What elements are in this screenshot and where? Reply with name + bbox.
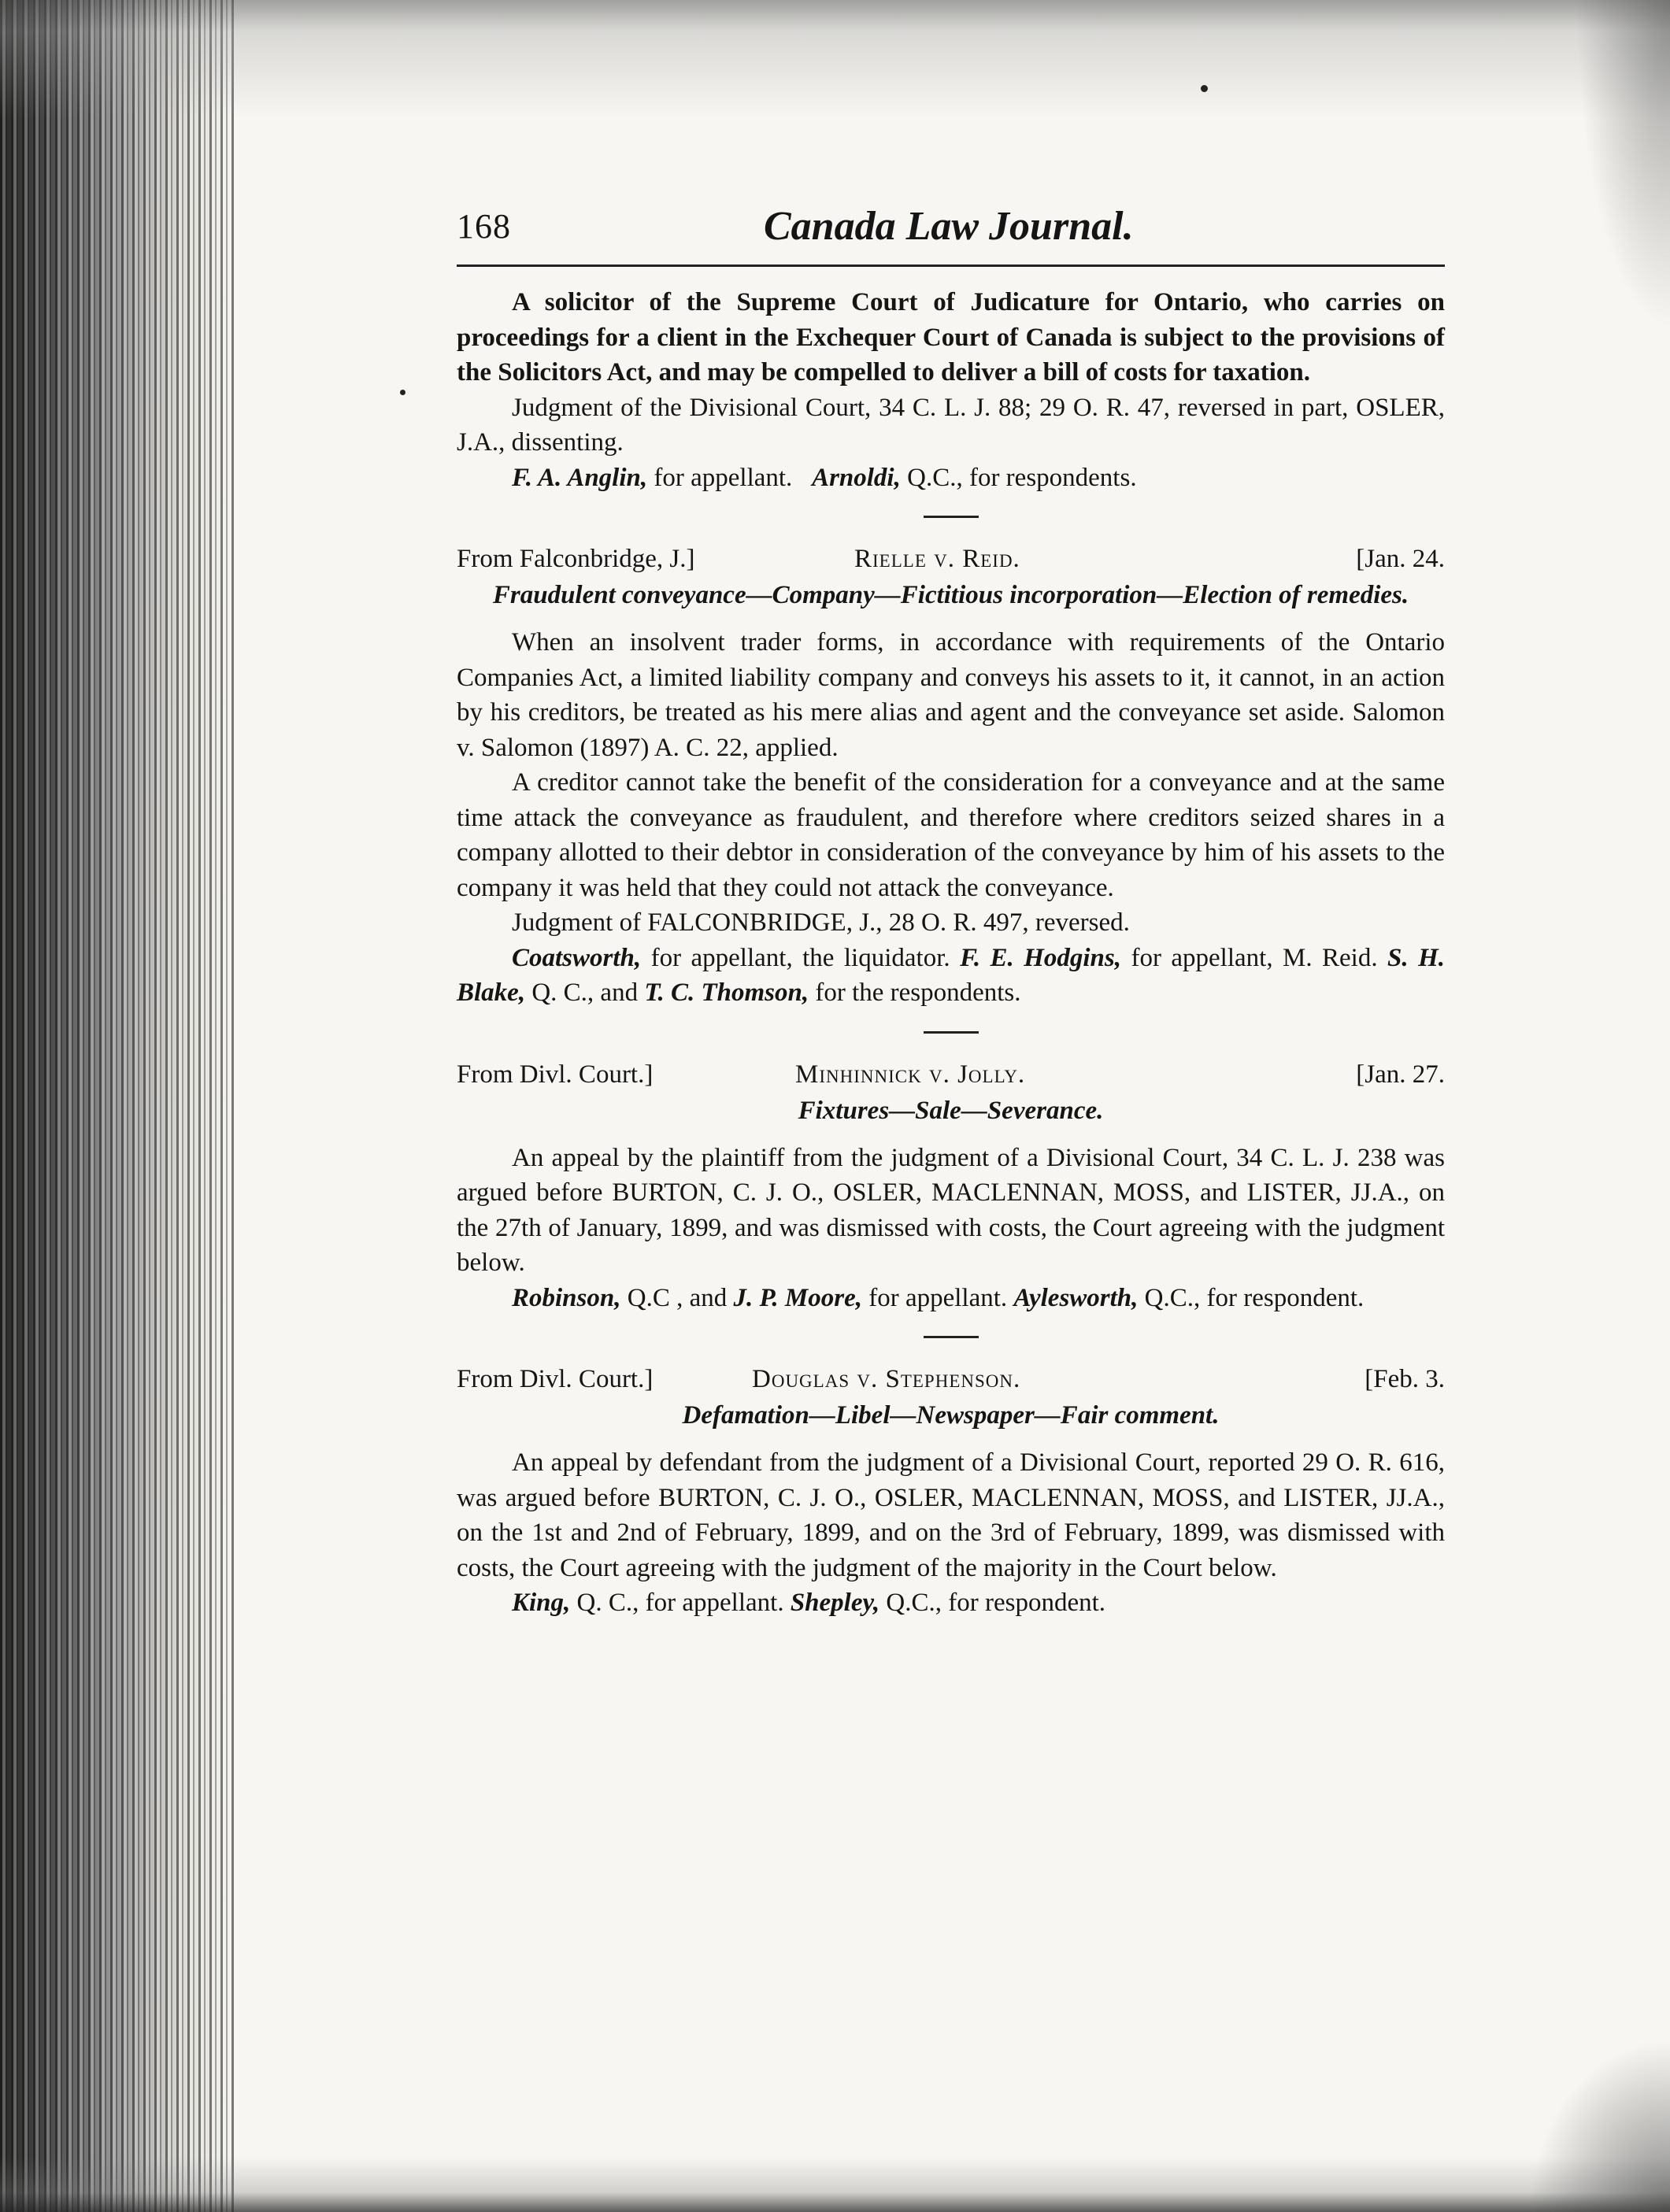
paragraph: A creditor cannot take the benefit of the consideration for a conveyance and at the same time attack the conveyance as fraudulent, and therefore where creditors seized shares in a company allotted to their debtor in consideration of the conveyance by him of his assets to the company it was held that they could not attack the conveyance. — [457, 768, 1445, 902]
case-origin: From Falconbridge, J.] — [457, 545, 695, 573]
headnote: A solicitor of the Supreme Court of Judicature for Ontario, who carries on proceedings for a client in the Exchequer Court of Canada is subject to the provisions of the Solicitors Act, and may be compelled to deliver a bill of costs for taxation. — [457, 288, 1445, 387]
case-date: [Jan. 27. — [1356, 1060, 1445, 1089]
counsel-name: F. A. Anglin, — [512, 463, 648, 492]
counsel-name: Robinson, — [512, 1283, 621, 1312]
counsel-role: Q.C., for respondent. — [879, 1589, 1106, 1617]
section-separator — [924, 516, 979, 518]
scan-top-edge — [0, 0, 1670, 118]
counsel-role: Q.C , and — [620, 1283, 734, 1312]
case-title: Douglas v. Stephenson. — [752, 1365, 1021, 1393]
counsel-name: Aylesworth, — [1013, 1283, 1139, 1312]
case-douglas-v-stephenson — [457, 1362, 1445, 1621]
case-minhinnick-v-jolly — [457, 1057, 1445, 1316]
section-separator — [924, 1336, 979, 1338]
paragraph: An appeal by defendant from the judgment of a Divisional Court, reported 29 O. R. 616, was argued before BURTON, C. J. O., OSLER, MACLENNAN, MOSS, and LISTER, JJ.A., on the 1st and 2nd of February, 1899, and on the 3rd of February, 1899, was dismissed with costs, the Court agreeing with the judgment of the majority in the Court below. — [457, 1448, 1445, 1582]
counsel-role: for the respondents. — [809, 978, 1021, 1007]
counsel-role: for appellant, M. Reid. — [1121, 943, 1388, 972]
page-header — [457, 197, 1445, 268]
case-solicitor — [457, 285, 1445, 495]
catchwords: Fraudulent conveyance—Company—Fictitious incorporation—Election of remedies. — [492, 581, 1409, 609]
counsel-name: J. P. Moore, — [733, 1283, 862, 1312]
counsel-name: Coatsworth, — [512, 943, 642, 972]
case-origin: From Divl. Court.] — [457, 1060, 654, 1089]
counsel-role: Q.C., for respondent. — [1138, 1283, 1365, 1312]
case-date: [Feb. 3. — [1365, 1365, 1445, 1393]
scan-speck — [400, 390, 405, 395]
page-number: 168 — [457, 207, 511, 246]
counsel-line — [457, 461, 1445, 496]
counsel-name: Shepley, — [790, 1589, 880, 1617]
paragraph: When an insolvent trader forms, in accordance with requirements of the Ontario Companies Act, a limited liability company and conveys his assets to it, it cannot, in an action by his creditors, be treated as his mere alias and agent and the conveyance set aside. Salomon v. Salomon (1897) A. C. 22, applied. — [457, 628, 1445, 762]
counsel-role: for appellant. — [861, 1283, 1014, 1312]
case-heading — [457, 542, 1445, 578]
judgment-line: Judgment of the Divisional Court, 34 C. L. J. 88; 29 O. R. 47, reversed in part, OSLER, J.A., dissenting. — [457, 393, 1445, 457]
case-title: Minhinnick v. Jolly. — [795, 1060, 1026, 1089]
counsel-role: Q. C., and — [525, 978, 645, 1007]
catchwords: Fixtures—Sale—Severance. — [798, 1096, 1104, 1125]
counsel-line — [457, 1585, 1445, 1621]
counsel-role: Q. C., for appellant. — [570, 1589, 791, 1617]
case-date: [Jan. 24. — [1356, 545, 1445, 573]
scan-right-edge — [1576, 0, 1670, 331]
journal-title: Canada Law Journal. — [764, 204, 1134, 249]
judgment-line: Judgment of FALCONBRIDGE, J., 28 O. R. 497, reversed. — [512, 908, 1130, 937]
scan-speck — [1201, 85, 1208, 92]
case-origin: From Divl. Court.] — [457, 1365, 654, 1393]
counsel-name: T. C. Thomson, — [644, 978, 809, 1007]
case-heading — [457, 1057, 1445, 1093]
case-heading — [457, 1362, 1445, 1398]
case-rielle-v-reid — [457, 542, 1445, 1011]
section-separator — [924, 1031, 979, 1034]
catchwords: Defamation—Libel—Newspaper—Fair comment. — [682, 1401, 1220, 1430]
paragraph: An appeal by the plaintiff from the judgment of a Divisional Court, 34 C. L. J. 238 was argued before BURTON, C. J. O., OSLER, MACLENNAN, MOSS, and LISTER, JJ.A., on the 27th of January, 1899, and was dismissed with costs, the Court agreeing with the judgment below. — [457, 1143, 1445, 1277]
counsel-role: for appellant, the liquidator. — [641, 943, 961, 972]
scan-left-edge — [0, 0, 236, 2212]
counsel-name: F. E. Hodgins, — [960, 943, 1122, 972]
scan-corner-shadow — [1528, 2039, 1670, 2212]
counsel-name: S. H. Blake, — [457, 943, 1446, 1007]
counsel-role: for appellant. — [647, 463, 793, 492]
counsel-role: Q.C., for respondents. — [900, 463, 1137, 492]
counsel-line — [457, 1281, 1445, 1316]
scan-bottom-edge — [0, 2157, 1670, 2212]
counsel-line — [457, 941, 1445, 1011]
header-rule — [457, 264, 1445, 267]
counsel-name: King, — [512, 1589, 571, 1617]
journal-page — [457, 197, 1445, 1621]
case-title: Rielle v. Reid. — [854, 545, 1020, 573]
counsel-name: Arnoldi, — [812, 463, 901, 492]
